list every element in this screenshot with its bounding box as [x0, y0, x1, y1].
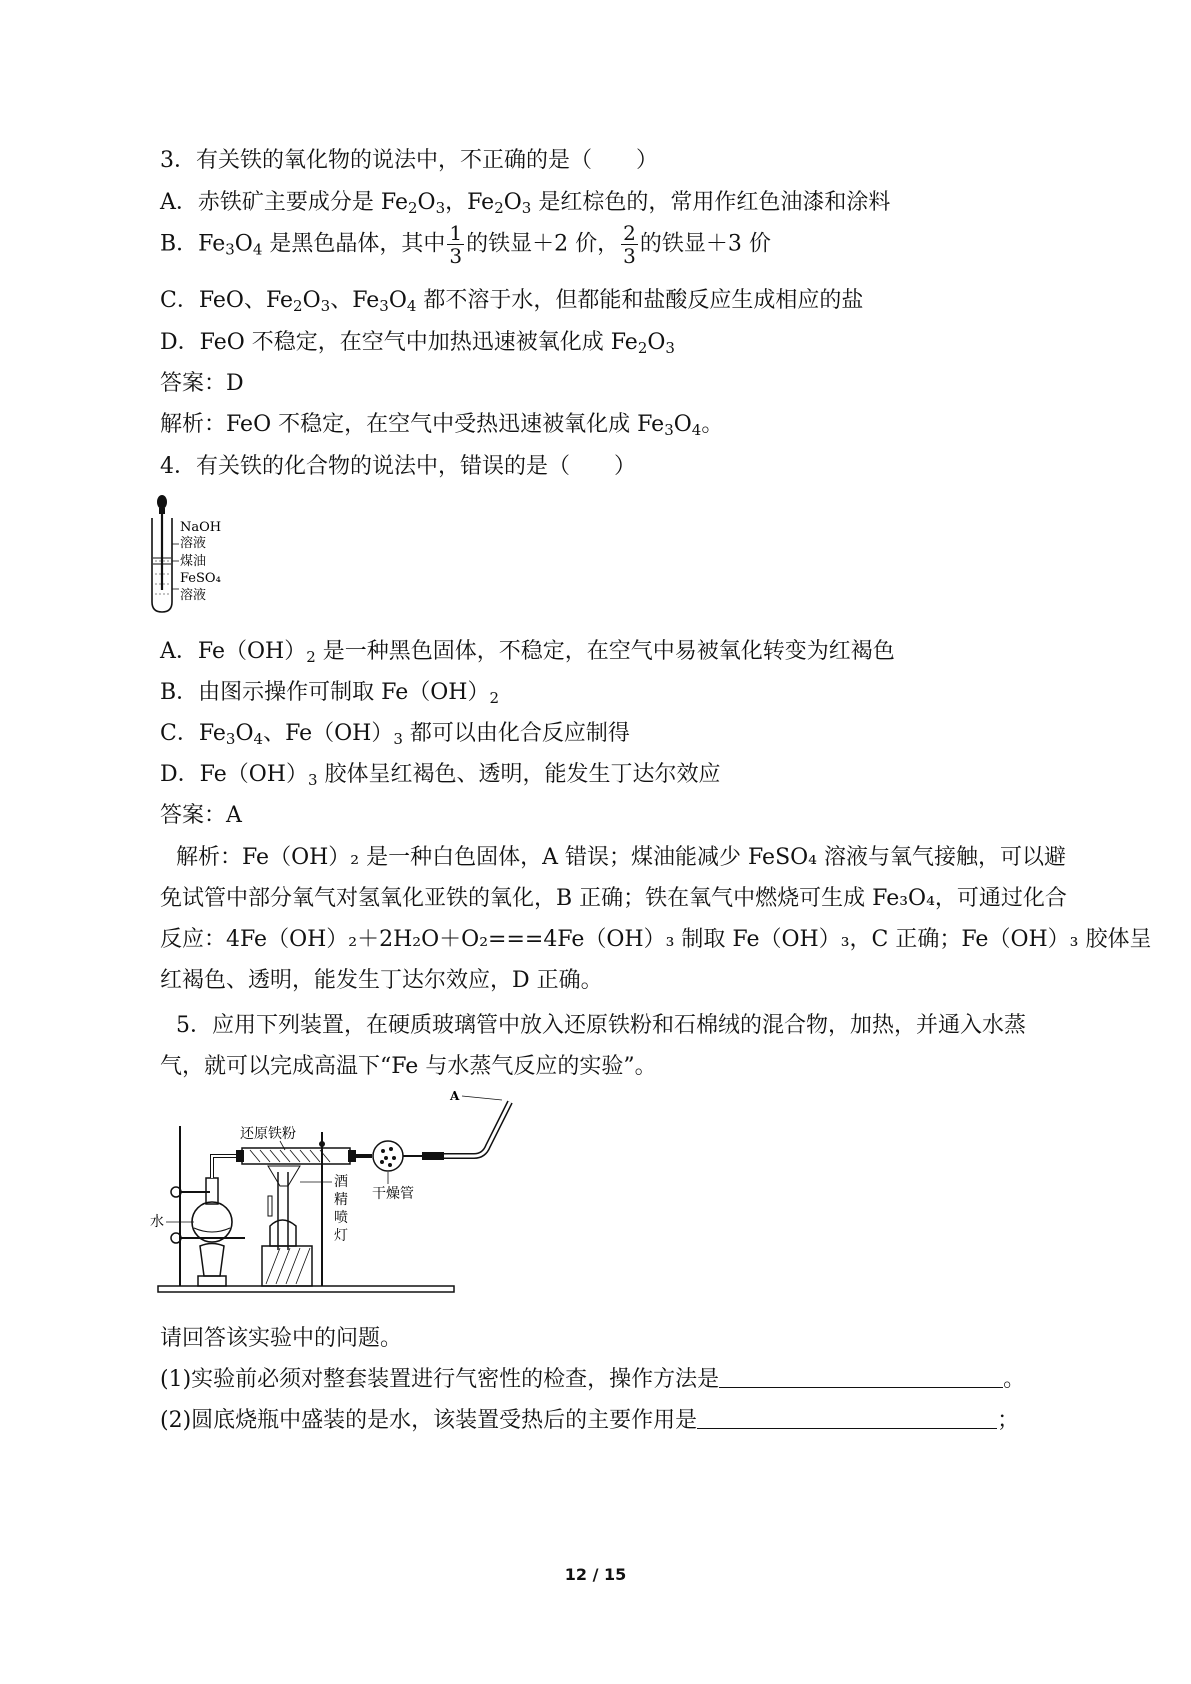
q4-analysis-line-2: 免试管中部分氧气对氢氧化亚铁的氧化，B 正确；铁在氧气中燃烧可生成 Fe₃O₄，可通过化合: [160, 886, 1067, 911]
q4-option-a: A．$Fe(OH)_2$ 是一种黑色固体，不稳定，在空气中易被氧化转变为红褐色: [160, 639, 895, 666]
drying-tube-bulb: [373, 1141, 403, 1171]
answer-blank-2[interactable]: [697, 1406, 997, 1429]
q5-subquestion-2: (2)圆底烧瓶中盛装的是水，该装置受热后的主要作用是 ；: [160, 1408, 1020, 1433]
label-naoh: NaOH: [180, 520, 222, 535]
q3-option-a: A．赤铁矿主要成分是 $Fe_2O_3$，$Fe_2O_3$ 是红棕色的，常用作红色油漆和涂料: [160, 190, 891, 217]
q4-stem: 4．有关铁的化合物的说法中，错误的是（ ）: [160, 454, 636, 479]
base-board: [158, 1286, 454, 1292]
q4-option-b: B．由图示操作可制取 $Fe(OH)_2$: [160, 680, 500, 707]
q3-option-c: C．FeO、$Fe_2O_3$、$Fe_3O_4$ 都不溶于水，但都能和盐酸反应生成相应的盐: [160, 288, 864, 315]
q4-analysis-line-3: 反应：4Fe（OH）₂＋2H₂O＋O₂===4Fe（OH）₃ 制取 Fe（OH）₃，C 正确；Fe（OH）₃ 胶体呈: [160, 927, 1152, 952]
q3-stem: 3．有关铁的氧化物的说法中，不正确的是（ ）: [160, 148, 658, 173]
q4-option-c: C．$Fe_3O_4$、$Fe(OH)_3$ 都可以由化合反应制得: [160, 721, 630, 748]
q3-analysis: 解析：FeO 不稳定，在空气中受热迅速被氧化成 $Fe_3O_4$。: [160, 412, 724, 439]
fraction-one-third: $\frac{1}{3}$: [449, 221, 463, 268]
label-lamp-4: 灯: [334, 1228, 348, 1244]
apparatus-figure: [150, 1086, 570, 1300]
test-tube-figure: [150, 494, 240, 616]
label-lamp-2: 精: [334, 1192, 348, 1208]
q3-option-d: D．FeO 不稳定，在空气中加热迅速被氧化成 $Fe_2O_3$: [160, 330, 675, 357]
label-lamp-3: 喷: [334, 1210, 348, 1226]
label-iron-powder: 还原铁粉: [240, 1126, 296, 1142]
outlet-tube-a: [444, 1102, 510, 1156]
label-drying-tube: 干燥管: [372, 1186, 414, 1202]
q4-option-d: D．$Fe(OH)_3$ 胶体呈红褐色、透明，能发生丁达尔效应: [160, 762, 721, 789]
lamp-block: [262, 1246, 312, 1286]
q5-subquestion-1: (1)实验前必须对整套装置进行气密性的检查，操作方法是 。: [160, 1367, 1026, 1392]
hard-glass-tube: [242, 1148, 350, 1164]
label-water: 水: [150, 1214, 164, 1230]
q3-option-b: B．$Fe_3O_4$ 是黑色晶体，其中 $\frac{1}{3}$ 的铁显＋2 价， $\frac{2}{3}$ 的铁显＋3 价: [160, 221, 771, 268]
q4-analysis-line-4: 红褐色、透明，能发生丁达尔效应，D 正确。: [160, 968, 603, 993]
label-solution-1: 溶液: [180, 536, 207, 551]
q5-stem-line-2: 气，就可以完成高温下“Fe 与水蒸气反应的实验”。: [160, 1054, 657, 1079]
q5-prompt: 请回答该实验中的问题。: [160, 1326, 403, 1351]
label-solution-2: 溶液: [180, 588, 207, 603]
q3-answer: 答案：D: [160, 371, 244, 396]
q4-answer: 答案：A: [160, 803, 242, 828]
page-number: 12 / 15: [564, 1565, 627, 1584]
round-flask: [192, 1202, 232, 1242]
label-feso4: FeSO₄: [180, 571, 221, 586]
answer-blank-1[interactable]: [719, 1365, 1003, 1388]
label-kerosene: 煤油: [180, 554, 207, 569]
label-a: A: [450, 1089, 460, 1103]
dropper-bulb: [157, 495, 167, 509]
q4-analysis-line-1: 解析：Fe（OH）₂ 是一种白色固体，A 错误；煤油能减少 FeSO₄ 溶液与氧气接触，可以避: [176, 845, 1066, 870]
label-lamp-1: 酒: [334, 1174, 348, 1190]
fraction-two-thirds: $\frac{2}{3}$: [623, 221, 636, 268]
q5-stem-line-1: 5．应用下列装置，在硬质玻璃管中放入还原铁粉和石棉绒的混合物，加热，并通入水蒸: [176, 1013, 1026, 1038]
